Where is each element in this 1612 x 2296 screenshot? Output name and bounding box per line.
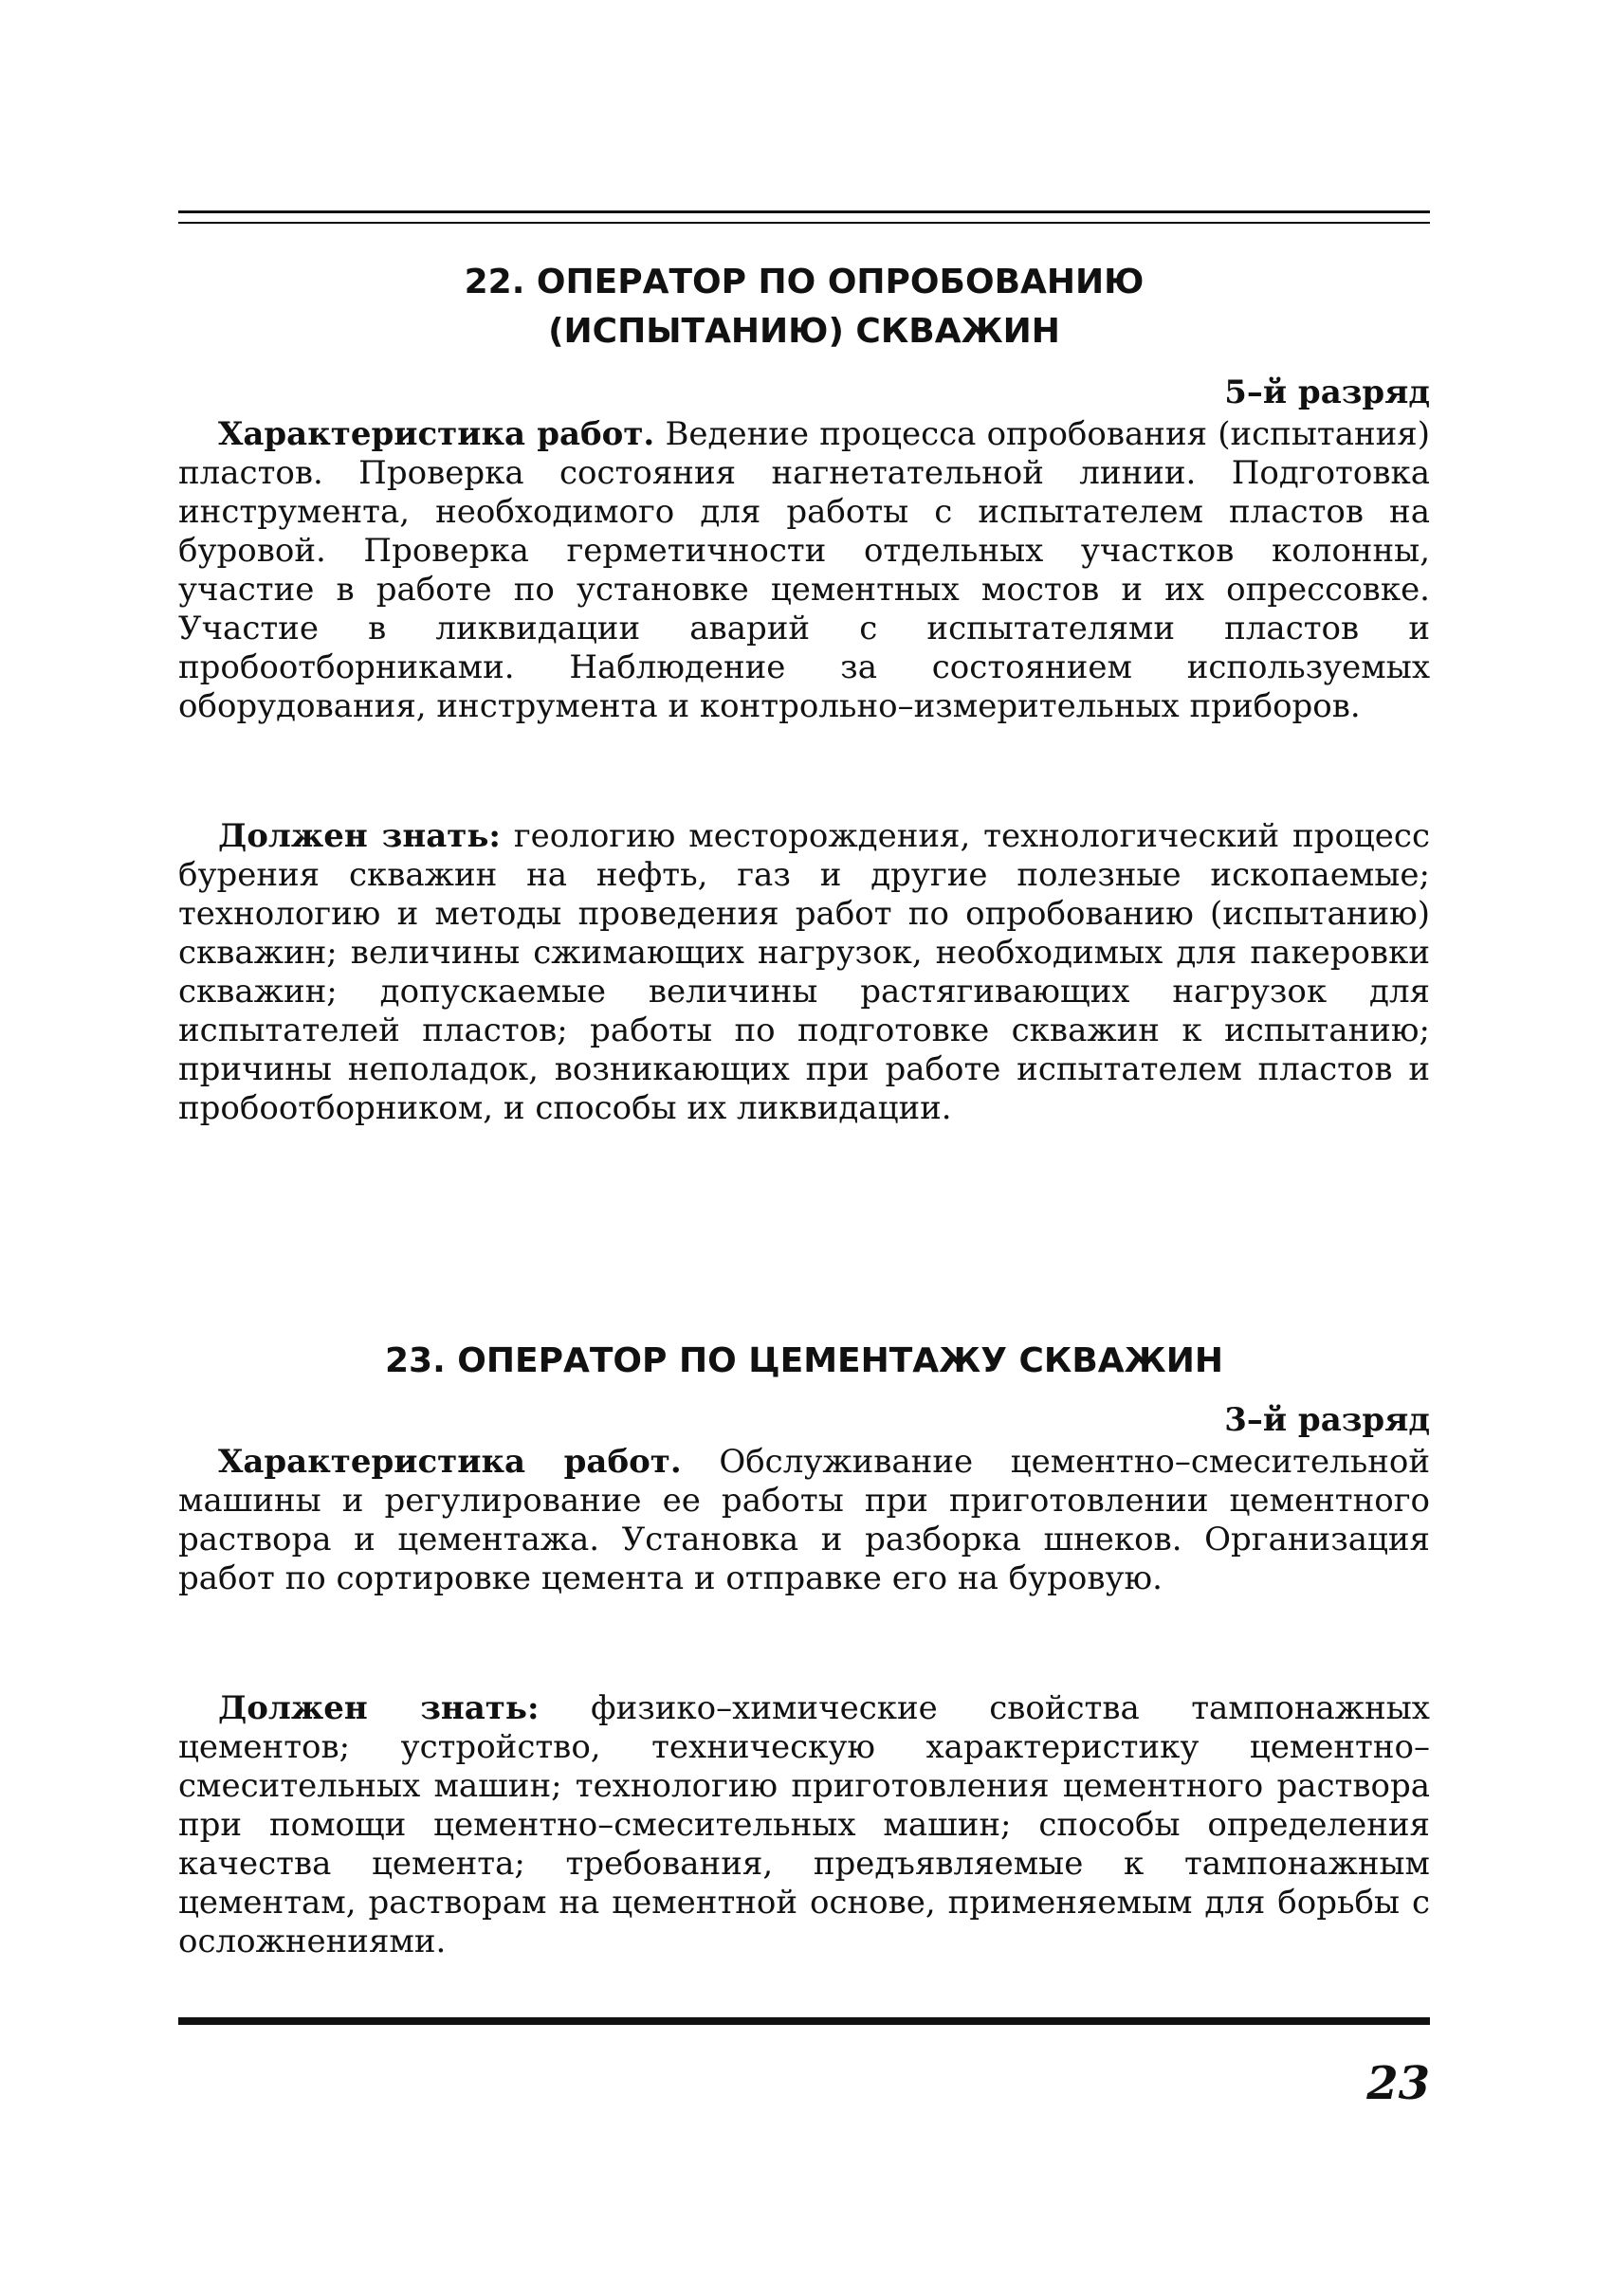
section-23-knowledge bbox=[178, 1689, 1430, 1961]
section-22-grade: 5–й разряд bbox=[1224, 374, 1430, 411]
section-23-char-label: Характеристика работ. bbox=[218, 1443, 682, 1481]
section-23-know-label: Должен знать: bbox=[218, 1689, 540, 1727]
section-22-char-text: Ведение процесса опробования (испытания) пластов. Проверка состояния нагнетательной линии. Подготовка инструмента, необходимого для работы с испытателем пластов на буровой. Проверка герметичности отдельных участков колонны, участие в работе по установке цементных мостов и их опрессовке. Участие в ликвидации аварий с испытателями пластов и пробоотборниками. Наблюдение за состоянием используемых оборудования, инструмента и контрольно–измерительных приборов. bbox=[178, 415, 1431, 725]
section-23-heading-line1: 23. ОПЕРАТОР ПО ЦЕМЕНТАЖУ СКВАЖИН bbox=[384, 1341, 1223, 1380]
section-22-char-label: Характеристика работ. bbox=[218, 415, 655, 453]
section-23-char-text: Обслуживание цементно–смесительной машины и регулирование ее работы при приготовлении цементного раствора и цементажа. Установка и разборка шнеков. Организация работ по сортировке цемента и отправке его на буровую. bbox=[178, 1443, 1431, 1597]
section-22-heading-line2: (ИСПЫТАНИЮ) СКВАЖИН bbox=[548, 312, 1060, 351]
bottom-rule bbox=[178, 2017, 1430, 2025]
section-22-heading-line1: 22. ОПЕРАТОР ПО ОПРОБОВАНИЮ bbox=[464, 263, 1145, 301]
top-double-rule bbox=[178, 210, 1430, 224]
section-22-characteristics bbox=[178, 415, 1430, 726]
section-23-grade: 3–й разряд bbox=[1224, 1401, 1430, 1439]
section-23-heading bbox=[178, 1337, 1430, 1386]
section-22-knowledge bbox=[178, 817, 1430, 1128]
page-number: 23 bbox=[1366, 2057, 1430, 2110]
section-22-know-text: геологию месторождения, технологический процесс бурения скважин на нефть, газ и другие полезные ископаемые; технологию и методы проведения работ по опробованию (испытанию) скважин; величины сжимающих нагрузок, необходимых для пакеровки скважин; допускаемые величины растягивающих нагрузок для испытателей пластов; работы по подготовке скважин к испытанию; причины неполадок, возникающих при работе испытателем пластов и пробоотборником, и способы их ликвидации. bbox=[178, 817, 1430, 1127]
section-23-know-text: физико–химические свойства тампонажных цементов; устройство, техническую характеристику цементно–смесительных машин; технологию приготовления цементного раствора при помощи цементно–смесительных машин; способы определения качества цемента; требования, предъявляемые к тампонажным цементам, растворам на цементной основе, применяемым для борьбы с осложнениями. bbox=[178, 1689, 1430, 1960]
section-23-characteristics bbox=[178, 1443, 1430, 1598]
section-22-heading bbox=[178, 258, 1430, 356]
section-22-know-label: Должен знать: bbox=[218, 817, 501, 855]
